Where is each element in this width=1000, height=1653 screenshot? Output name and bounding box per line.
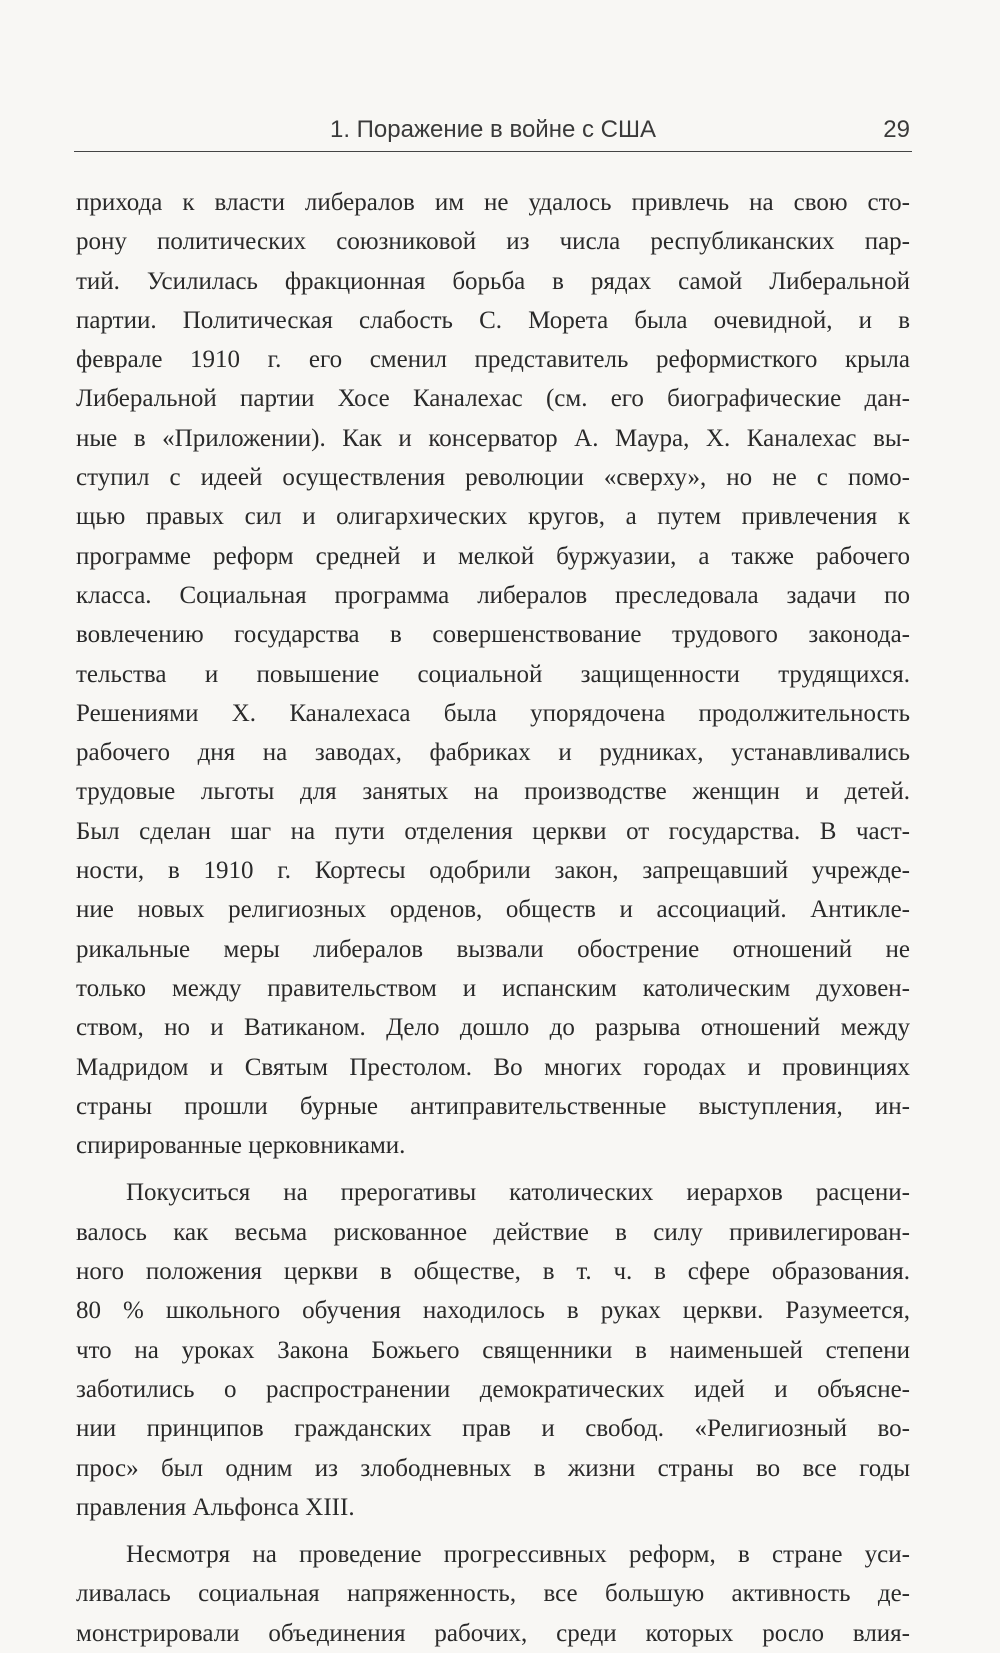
text-line: вовлечению государства в совершенствование трудового законода-: [76, 621, 910, 649]
text-line: трудовые льготы для занятых на производстве женщин и детей.: [76, 778, 910, 806]
text-line: Либеральной партии Хосе Каналехас (см. его биографические дан-: [76, 385, 910, 413]
text-line: ного положения церкви в обществе, в т. ч. в сфере образования.: [76, 1258, 910, 1286]
text-line: рабочего дня на заводах, фабриках и рудниках, устанавливались: [76, 739, 910, 767]
text-line: монстрировали объединения рабочих, среди которых росло влия-: [76, 1619, 910, 1647]
text-line: ности, в 1910 г. Кортесы одобрили закон, запрещавший учрежде-: [76, 857, 910, 885]
text-line: Мадридом и Святым Престолом. Во многих городах и провинциях: [76, 1053, 910, 1081]
running-title: 1. Поражение в войне с США: [330, 116, 656, 143]
paragraph-gap: [76, 1527, 910, 1535]
text-line: 80 % школьного обучения находилось в руках церкви. Разумеется,: [76, 1297, 910, 1325]
text-line: ливалась социальная напряженность, все большую активность де-: [76, 1580, 910, 1608]
text-line: заботились о распространении демократических идей и объясне-: [76, 1375, 910, 1403]
text-line: ние новых религиозных орденов, обществ и ассоциаций. Антикле-: [76, 896, 910, 924]
text-line: ные в «Приложении). Как и консерватор А. Маура, Х. Каналехас вы-: [76, 424, 910, 452]
text-line: тельства и повышение социальной защищенности трудящихся.: [76, 660, 910, 688]
text-line: прихода к власти либералов им не удалось привлечь на свою сто-: [76, 189, 910, 216]
text-line: феврале 1910 г. его сменил представитель реформисткого крыла: [76, 346, 910, 374]
paragraph: [76, 1535, 910, 1653]
text-line: прос» был одним из злободневных в жизни страны во все годы: [76, 1454, 910, 1482]
text-line: нии принципов гражданских прав и свобод. «Религиозный во-: [76, 1415, 910, 1443]
page-number: 29: [883, 116, 910, 143]
text-line: класса. Социальная программа либералов преследовала задачи по: [76, 581, 910, 609]
body-text: [76, 183, 910, 1653]
text-line: только между правительством и испанским католическим духовен-: [76, 974, 910, 1002]
text-line: Несмотря на проведение прогрессивных реформ, в стране уси-: [126, 1541, 910, 1569]
text-line: страны прошли бурные антиправительственные выступления, ин-: [76, 1092, 910, 1120]
text-line: Покуситься на прерогативы католических иерархов расцени-: [126, 1179, 910, 1207]
paragraph: [76, 183, 910, 1165]
paragraph-gap: [76, 1165, 910, 1173]
text-line: партии. Политическая слабость С. Морета была очевидной, и в: [76, 306, 910, 334]
header-rule: [74, 151, 912, 152]
running-head: [74, 116, 912, 156]
text-line: Был сделан шаг на пути отделения церкви от государства. В част-: [76, 817, 910, 845]
text-line: ступил с идеей осуществления революции «сверху», но не с помо-: [76, 464, 910, 492]
text-line: рону политических союзниковой из числа республиканских пар-: [76, 228, 910, 256]
text-line: спирированные церковниками.: [76, 1132, 406, 1160]
text-line: валось как весьма рискованное действие в силу привилегирован-: [76, 1218, 910, 1246]
text-line: рикальные меры либералов вызвали обострение отношений не: [76, 935, 910, 963]
text-line: щью правых сил и олигархических кругов, а путем привлечения к: [76, 503, 910, 531]
text-line: тий. Усилилась фракционная борьба в рядах самой Либеральной: [76, 267, 910, 295]
paragraph: [76, 1173, 910, 1527]
text-line: что на уроках Закона Божьего священники в наименьшей степени: [76, 1336, 910, 1364]
text-line: ством, но и Ватиканом. Дело дошло до разрыва отношений между: [76, 1014, 910, 1042]
text-line: Решениями Х. Каналехаса была упорядочена продолжительность: [76, 699, 910, 727]
text-line: правления Альфонса XIII.: [76, 1493, 355, 1521]
text-line: программе реформ средней и мелкой буржуазии, а также рабочего: [76, 542, 910, 570]
